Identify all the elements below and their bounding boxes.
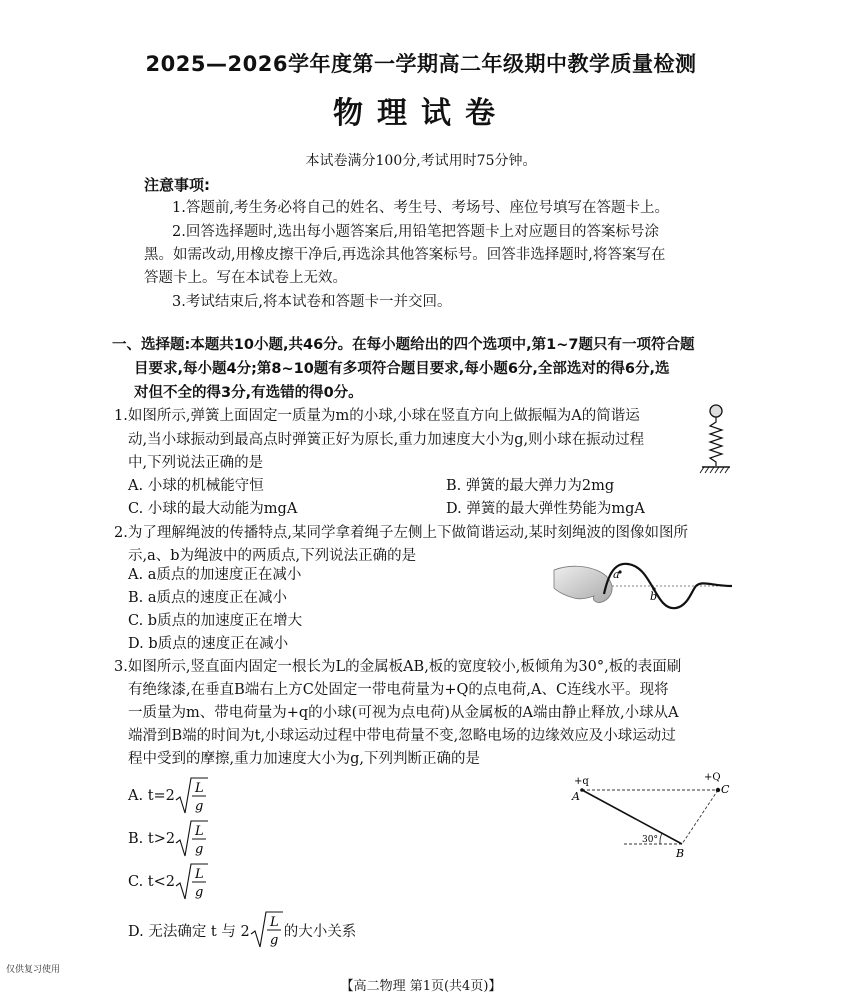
section1-line-1: 一、选择题:本题共10小题,共46分。在每小题给出的四个选项中,第1~7题只有一项符合题	[112, 337, 695, 353]
q3-option-d	[128, 910, 356, 950]
label-a: a	[613, 568, 620, 581]
page-footer: 【高二物理 第1页(共4页)】	[340, 979, 502, 994]
frac-den: g	[269, 933, 279, 948]
side-note: 仅供复习使用	[6, 965, 61, 975]
frac-den: g	[195, 842, 204, 857]
label-A: A	[572, 790, 580, 803]
sqrt-icon	[175, 776, 209, 816]
q3-line-1: 3.如图所示,竖直面内固定一根长为L的金属板AB,板的宽度较小,板倾角为30°,板的表面刷	[114, 659, 682, 675]
q3-option-d-suffix: 的大小关系	[283, 923, 357, 940]
notice-title: 注意事项:	[144, 176, 210, 194]
q3-option-c-prefix: C. t<2	[128, 874, 175, 890]
frac-num: L	[194, 781, 204, 796]
q1-line-1: 1.如图所示,弹簧上面固定一质量为m的小球,小球在竖直方向上做振幅为A的简谐运	[114, 408, 640, 424]
frac-num: L	[195, 824, 204, 839]
subject-title: 物理试卷	[333, 96, 509, 131]
sqrt-icon	[175, 862, 209, 902]
q1-line-2: 动,当小球振动到最高点时弹簧正好为原长,重力加速度大小为g,则小球在振动过程	[128, 432, 645, 448]
q2-option-c: C. b质点的加速度正在增大	[128, 613, 303, 629]
q3-option-b-prefix: B. t>2	[128, 831, 176, 847]
q2-option-b: B. a质点的速度正在减小	[128, 590, 288, 606]
metal-plate	[582, 790, 682, 844]
q3-line-3: 一质量为m、带电荷量为+q的小球(可视为点电荷)从金属板的A端由静止释放,小球从A	[128, 705, 679, 721]
frac-num: L	[195, 867, 204, 882]
section1-line-3: 对但不全的得3分,有选错的得0分。	[134, 385, 363, 401]
frac-den: g	[194, 799, 204, 814]
section1-line-2: 目要求,每小题4分;第8~10题有多项符合题目要求,每小题6分,全部选对的得6分,选	[134, 361, 670, 377]
q2-option-a: A. a质点的加速度正在减小	[128, 567, 302, 583]
sqrt-icon	[250, 910, 284, 950]
q2-line-1: 2.为了理解绳波的传播特点,某同学拿着绳子左侧上下做简谐运动,某时刻绳波的图像如图所	[114, 525, 689, 541]
spring-ball-figure	[696, 402, 736, 480]
q1-option-a: A. 小球的机械能守恒	[128, 478, 264, 494]
q1-option-d: D. 弹簧的最大弹性势能为mgA	[446, 501, 645, 517]
notice-line-1: 1.答题前,考生务必将自己的姓名、考生号、考场号、座位号填写在答题卡上。	[172, 200, 669, 216]
q2-option-d: D. b质点的速度正在减小	[128, 636, 289, 652]
ball-icon	[710, 405, 722, 417]
label-B: B	[676, 847, 685, 860]
label-plus-Q: +Q	[704, 772, 721, 783]
q3-option-a	[128, 776, 209, 816]
notice-line-5: 3.考试结束后,将本试卷和答题卡一并交回。	[172, 294, 452, 310]
q1-option-b: B. 弹簧的最大弹力为2mg	[446, 478, 615, 494]
frac-den: g	[195, 885, 204, 900]
notice-line-2: 2.回答选择题时,选出每小题答案后,用铅笔把答题卡上对应题目的答案标号涂	[172, 224, 660, 240]
label-b: b	[650, 590, 658, 603]
exam-title: 2025—2026学年度第一学期高二年级期中教学质量检测	[145, 52, 697, 76]
label-C: C	[721, 783, 730, 796]
angle-label: 30°	[642, 835, 658, 845]
notice-line-3: 黑。如需改动,用橡皮擦干净后,再选涂其他答案标号。回答非选择题时,将答案写在	[144, 247, 666, 263]
q1-line-3: 中,下列说法正确的是	[128, 455, 264, 471]
q3-option-c	[128, 862, 209, 902]
q3-line-4: 端滑到B端的时间为t,小球运动过程中带电荷量不变,忽略电场的边缘效应及小球运动过	[128, 728, 676, 744]
notice-line-4: 答题卡上。写在本试卷上无效。	[144, 270, 347, 286]
rope-wave-figure	[552, 556, 734, 614]
q3-option-d-prefix: D. 无法确定 t 与 2	[128, 923, 250, 940]
incline-charge-figure	[564, 770, 744, 862]
q3-line-5: 程中受到的摩擦,重力加速度大小为g,下列判断正确的是	[128, 751, 480, 767]
q2-line-2: 示,a、b为绳波中的两质点,下列说法正确的是	[128, 548, 417, 564]
frac-num: L	[269, 915, 279, 930]
q3-line-2: 有绝缘漆,在垂直B端右上方C处固定一带电荷量为+Q的点电荷,A、C连线水平。现将	[128, 682, 669, 698]
q3-option-b	[128, 819, 209, 859]
sqrt-icon	[175, 819, 209, 859]
label-plus-q: +q	[574, 776, 589, 787]
spring-icon	[710, 417, 722, 466]
q1-option-c: C. 小球的最大动能为mgA	[128, 501, 298, 517]
hand-icon	[554, 566, 612, 602]
q3-option-a-prefix: A. t=2	[128, 788, 175, 804]
ground-hatch	[700, 467, 729, 473]
exam-info: 本试卷满分100分,考试用时75分钟。	[305, 153, 537, 169]
